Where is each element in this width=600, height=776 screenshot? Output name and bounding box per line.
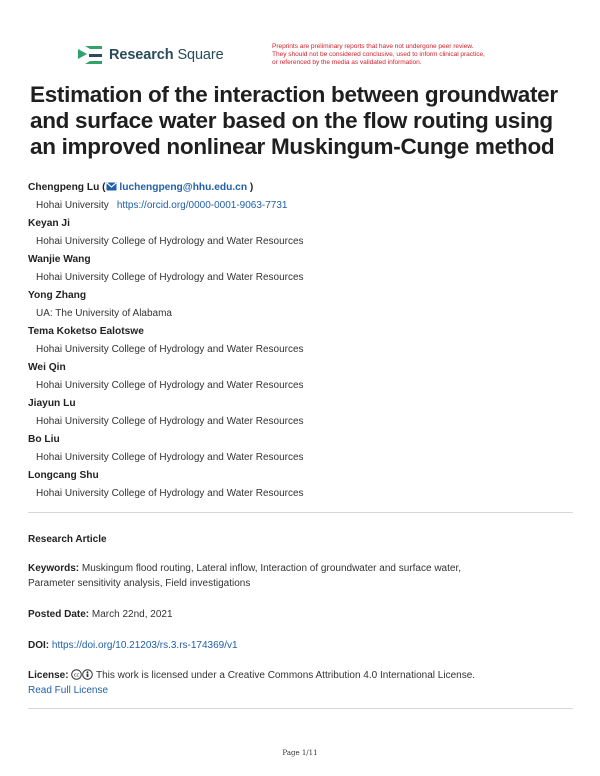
author-name: Yong Zhang xyxy=(28,290,87,301)
author-name: Wei Qin xyxy=(28,362,66,373)
keywords: Keywords: Muskingum flood routing, Lateral inflow, Interaction of groundwater and surface water, Parameter sensitivity analysis, Field investigations xyxy=(28,563,462,589)
mail-icon xyxy=(106,182,117,191)
author-list xyxy=(28,179,578,503)
doi-link[interactable]: https://doi.org/10.21203/rs.3.rs-174369/v1 xyxy=(51,640,238,651)
license: License: cc This work is licensed under a Creative Commons Attribution 4.0 International License. Read Full License xyxy=(28,670,476,696)
research-square-logo[interactable] xyxy=(77,45,224,65)
author-affiliation: Hohai University https://orcid.org/0000-0001-9063-7731 xyxy=(36,199,288,211)
author-name: Longcang Shu xyxy=(28,470,99,481)
author-email-link[interactable]: luchengpeng@hhu.edu.cn xyxy=(119,182,248,193)
preprint-disclaimer xyxy=(272,43,522,67)
author-affiliation: Hohai University College of Hydrology and Water Resources xyxy=(36,415,304,427)
doi: DOI: https://doi.org/10.21203/rs.3.rs-174369/v1 xyxy=(28,640,238,651)
logo-text: Research Square xyxy=(109,47,224,63)
author-name: Keyan Ji xyxy=(28,218,70,229)
posted-date: Posted Date: March 22nd, 2021 xyxy=(28,609,173,620)
author-affiliation: Hohai University College of Hydrology and Water Resources xyxy=(36,271,304,283)
svg-text:cc: cc xyxy=(74,672,80,679)
disclaimer-line: They should not be considered conclusive, used to inform clinical practice, xyxy=(272,51,485,58)
orcid-link[interactable]: https://orcid.org/0000-0001-9063-7731 xyxy=(116,199,288,211)
read-full-license-link[interactable]: Read Full License xyxy=(28,685,109,696)
author-affiliation: Hohai University College of Hydrology and Water Resources xyxy=(36,235,304,247)
author-name: Tema Koketso Ealotswe xyxy=(28,326,144,337)
divider xyxy=(28,708,573,709)
header xyxy=(0,0,600,80)
article-type: Research Article xyxy=(28,534,107,545)
author-affiliation: Hohai University College of Hydrology and Water Resources xyxy=(36,487,304,499)
divider xyxy=(28,512,573,513)
author-name: Wanjie Wang xyxy=(28,254,91,265)
page-number: Page 1/11 xyxy=(282,749,318,757)
creative-commons-icon xyxy=(71,669,82,680)
author-affiliation: Hohai University College of Hydrology and Water Resources xyxy=(36,343,304,355)
attribution-icon xyxy=(82,669,93,680)
author-affiliation: Hohai University College of Hydrology and Water Resources xyxy=(36,451,304,463)
disclaimer-line: Preprints are preliminary reports that have not undergone peer review. xyxy=(272,43,474,50)
author-name: Chengpeng Lu ( luchengpeng@hhu.edu.cn ) xyxy=(28,182,254,193)
disclaimer-line: or referenced by the media as validated information. xyxy=(272,59,422,66)
author-affiliation: Hohai University College of Hydrology and Water Resources xyxy=(36,379,304,391)
author-name: Jiayun Lu xyxy=(28,398,76,409)
author-affiliation: UA: The University of Alabama xyxy=(36,307,172,319)
research-square-logo-icon xyxy=(77,45,103,65)
author-name: Bo Liu xyxy=(28,434,60,445)
paper-title: Estimation of the interaction between groundwater and surface water based on the flow routing using an improved nonlinear Muskingum-Cunge method xyxy=(30,82,558,159)
